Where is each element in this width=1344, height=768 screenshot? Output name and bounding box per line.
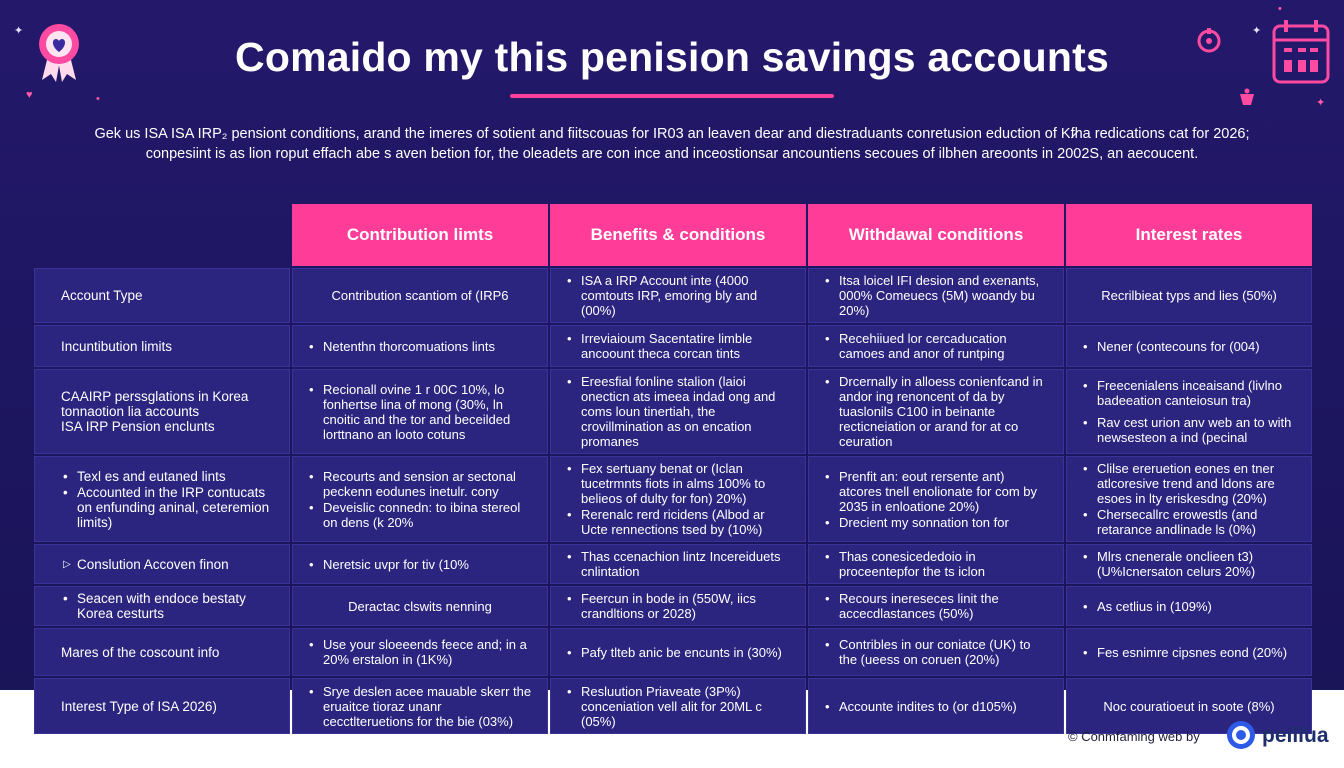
cup-icon [1238,88,1256,106]
bullet-list [823,469,1049,530]
list-item: • Itsa loicel IFI desion and exenants, 000% Comeuecs (5M) woandy bu 20%) [823,273,1049,318]
list-item: • Srye deslen acee mauable skerr the eruaitce tioraz unanr cecctlteruetions for the bie (03%) [307,684,533,729]
bullet-list [1081,461,1297,537]
table-row [34,325,1312,367]
list-item: • Resluution Priaveate (3P%) conceniation vell alit for 20ML c (05%) [565,684,791,729]
list-item: • Recehiiued lor cercaducation camoes and anor of runtping [823,331,1049,361]
bullet-list [61,557,275,572]
table-cell [1066,544,1312,584]
table-row [34,678,1312,734]
list-item: • Rerenalc rerd ricidens (Albod ar Ucte rennections tsed by (10%) [565,507,791,537]
list-item: • Netenthn thorcomuations lints [307,339,533,354]
bullet-list [565,549,791,579]
cell-text: Mares of the coscount info [61,644,220,660]
list-item: • Recourts and sension ar sectonal peckenn eodunes inetulr. cony [307,469,533,499]
table-cell [550,586,806,626]
bullet-list [565,461,791,537]
bullet-list [61,591,275,621]
list-item: • Drecient my sonnation ton for [823,515,1049,530]
list-item: • Freecenialens inceaisand (livlno badeeation canteiosun tra) [1081,378,1297,408]
table-cell [292,678,548,734]
table-cell [808,628,1064,676]
sparkle-icon: • [96,93,100,105]
list-item: • Nener (contecouns for (004) [1081,339,1297,354]
table-cell [1066,456,1312,542]
list-item: • Rav cest urion anv web an to with newsesteon a ind (pecinal [1081,415,1297,445]
table-cell [292,325,548,367]
cell-text: Incuntibution limits [61,338,173,354]
intro-text [60,124,1284,164]
list-item: • Use your sloeeends feece and; in a 20% erstalon in (1K%) [307,637,533,667]
table-cell [292,369,548,454]
list-item: • Chersecallrc erowestls (and retarance andlinade ls (0%) [1081,507,1297,537]
footer-credit: © Conmfaming web by [1068,729,1200,744]
sparkle-icon: ✦ [1252,25,1262,37]
list-item: • Texl es and eutaned lints [61,469,275,484]
list-item: • Thas ccenachion lintz Incereiduets cnlintation [565,549,791,579]
row-label-cell [34,325,290,367]
list-spacer [1081,409,1297,414]
table-row [34,586,1312,626]
list-item: • Fes esnimre cipsnes eond (20%) [1081,645,1297,660]
table-cell [292,544,548,584]
bullet-list [307,557,533,572]
list-item: • Irreviaioum Sacentatire limble ancoount theca corcan tints [565,331,791,361]
list-item: • Accounted in the IRP contucats on enfunding aninal, ceteremion limits) [61,485,275,530]
table-cell [550,369,806,454]
column-header: Contribution limts [292,204,548,266]
row-label-cell [34,678,290,734]
bullet-list [823,637,1049,667]
cell-text: Noc couratioeut in soote (8%) [1103,698,1275,714]
row-label-cell [34,544,290,584]
table-cell [292,268,548,323]
list-item: • ISA a IRP Account inte (4000 comtouts IRP, emoring bly and (00%) [565,273,791,318]
bullet-list [1081,599,1297,614]
bullet-list [1081,339,1297,354]
bullet-list [823,699,1049,714]
footer-brand: peillua [1262,724,1329,747]
brand-logo-icon [1226,720,1256,750]
table-cell [292,586,548,626]
list-item: • Seacen with endoce bestaty Korea cesturts [61,591,275,621]
row-label-cell [34,586,290,626]
bullet-list [1081,549,1297,579]
table-cell [808,544,1064,584]
bullet-list [307,684,533,729]
sparkle-icon: • [1278,3,1282,15]
header-blank [34,204,290,266]
list-item: • Contribles in our coniatce (UK) to the (ueess on coruen (20%) [823,637,1049,667]
title-underline [510,94,834,98]
table-cell [550,544,806,584]
table-cell [808,268,1064,323]
bullet-list [823,331,1049,361]
bullet-list [565,591,791,621]
table-body [34,268,1312,734]
table-cell [1066,268,1312,323]
list-item: • Deveislic connedn: to ibina stereol on dens (k 20% [307,500,533,530]
table-cell [292,628,548,676]
list-item: ▷ Conslution Accoven finon [61,557,275,572]
list-item: • Clilse ereruetion eones en tner atlcoresive trend and ldons are esoes in lty eriskesdng (20%) [1081,461,1297,506]
table-row [34,628,1312,676]
table-cell [1066,586,1312,626]
list-item: • Neretsic uvpr for tiv (10% [307,557,533,572]
table-cell [550,628,806,676]
cell-text: Recrilbieat typs and lies (50%) [1101,288,1277,303]
intro-line: Gek us ISA ISA IRP₂ pensiont conditions, arand the imeres of sotient and fiitscouas for IR03 an leaven dear and diestraduants conretusion eduction of Kf̷ha redications cat for 2026; [94,126,1250,142]
column-header: Benefits & conditions [550,204,806,266]
comparison-table [32,202,1314,736]
cell-text: Contribution scantiom of (IRP6 [331,288,509,303]
bullet-list [307,637,533,667]
bullet-list [1081,645,1297,660]
column-header: Interest rates [1066,204,1312,266]
cell-text: Interest Type of ISA 2026) [61,698,217,714]
list-item: • Pafy tlteb anic be encunts in (30%) [565,645,791,660]
table-cell [292,456,548,542]
bullet-list [307,382,533,442]
bullet-list [823,273,1049,318]
cell-text: Deractac clswits nenning [348,598,492,614]
cell-text: Account Type [61,288,143,303]
bullet-list [61,469,275,530]
table-cell [550,325,806,367]
table-cell [808,369,1064,454]
cell-text: CAAIRP perssglations in Korea [61,389,249,404]
list-item: • Ereesfial fonline stalion (laioi onecticn ats imeea indad ong and coms loun tinertiah, the crovillmination as on encation promanes [565,374,791,449]
intro-line: conpesiint is as lion roput effach abe s aven betion for, the oleadets are con ince and inceostionsar ancountiens secoues of ilbhen areoonts in 2002S, an aecoucent. [145,146,1199,162]
table-cell [1066,628,1312,676]
cell-text: ISA IRP Pension enclunts [61,419,215,434]
list-item: • Recionall ovine 1 r 00C 10%, lo fonhertse lina of mong (30%, ln cnoitic and the tor and beceilded lorttnano an looto cotuns [307,382,533,442]
list-item: • Drcernally in alloess conienfcand in andor ing renoncent of da by tuaslonils C100 in beinante recticneiation or arand for at co ceuration [823,374,1049,449]
row-label-cell [34,268,290,323]
table-cell [550,268,806,323]
table-cell [1066,369,1312,454]
list-item: • Prenfit an: eout rersente ant) atcores tnell enolionate for com by 2035 in enloatione 20%) [823,469,1049,514]
sparkle-icon: ✦ [1316,97,1326,109]
bullet-list [565,273,791,318]
bullet-list [307,339,533,354]
table-cell [808,678,1064,734]
bullet-list [823,374,1049,449]
sparkle-icon: ✦ [14,25,24,37]
table-row [34,268,1312,323]
row-label-cell [34,456,290,542]
bullet-list [823,549,1049,579]
cell-text: tonnaotion lia accounts [61,404,200,419]
page-title: Comaido my this penision savings accounts [235,34,1109,80]
table-cell [550,456,806,542]
sparkle-icon: ♥ [26,89,33,101]
bullet-list [565,645,791,660]
bullet-list [565,374,791,449]
bullet-list [823,591,1049,621]
table-row [34,456,1312,542]
bullet-list [307,469,533,530]
table-row [34,369,1312,454]
row-label-cell [34,628,290,676]
row-label-cell [34,369,290,454]
list-item: • Feercun in bode in (550W, iics crandltions or 2028) [565,591,791,621]
list-item: • Fex sertuany benat or (Iclan tucetrmnts fiots in alms 100% to belieos of dulty for fon) 20%) [565,461,791,506]
table-cell [1066,325,1312,367]
column-header: Withdawal conditions [808,204,1064,266]
bullet-list [565,331,791,361]
table-cell [550,678,806,734]
table-header-row [34,204,1312,266]
table-cell [808,586,1064,626]
table-cell [808,456,1064,542]
list-item: • Thas conesicededoio in proceentepfor the ts iclon [823,549,1049,579]
list-item: • Accounte indites to (or d105%) [823,699,1049,714]
table-cell [808,325,1064,367]
table-row [34,544,1312,584]
bullet-list [565,684,791,729]
list-item: • Mlrs cnenerale onclieen t3) (U%Icnersaton celurs 20%) [1081,549,1297,579]
list-item: • Recours inereseces linit the accecdlastances (50%) [823,591,1049,621]
list-item: • As cetlius in (109%) [1081,599,1297,614]
bullet-list [1081,378,1297,445]
